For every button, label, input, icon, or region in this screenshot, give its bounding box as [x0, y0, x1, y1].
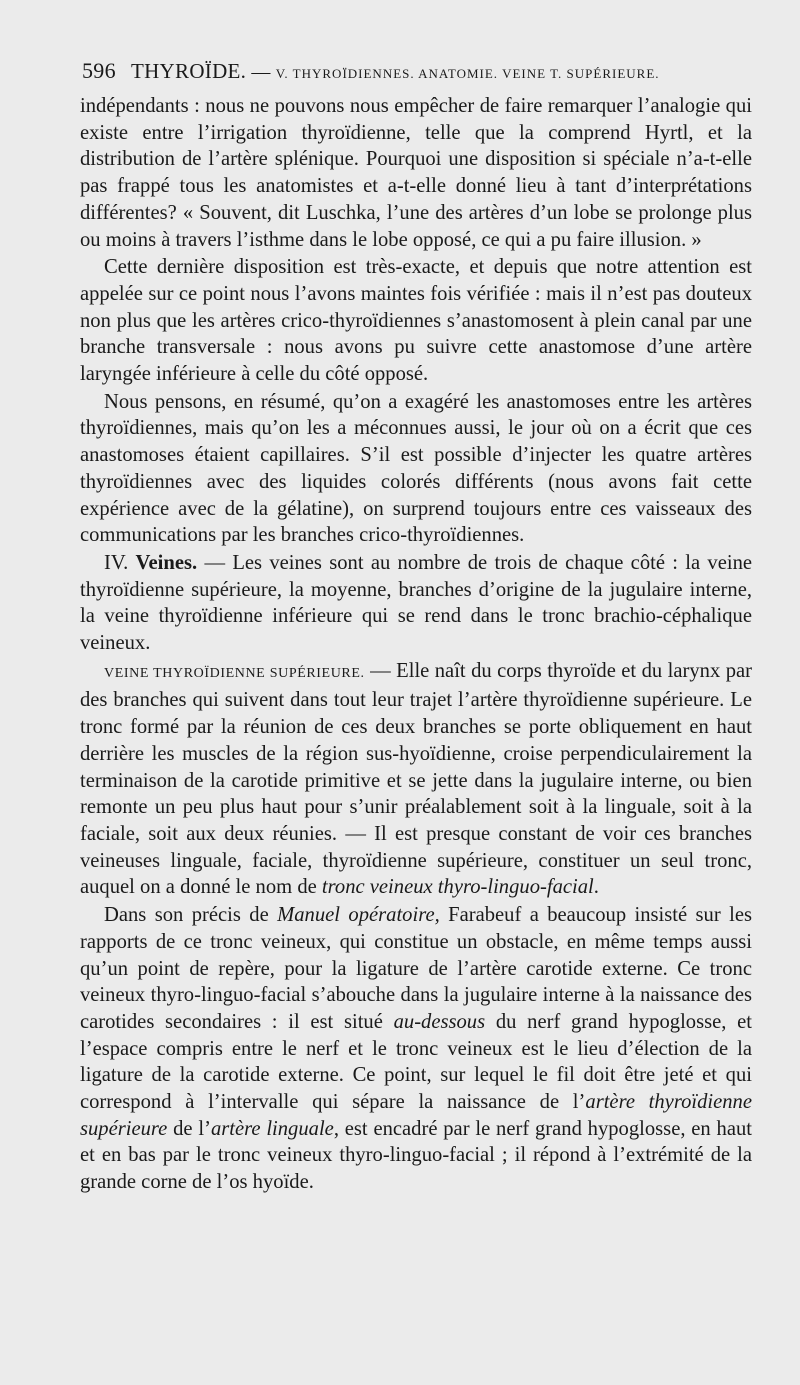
- farabeuf-text-a: Dans son précis de: [104, 904, 269, 927]
- section-heading-veines: Veines.: [135, 551, 198, 574]
- paragraph-farabeuf: [80, 902, 752, 1196]
- running-header: [82, 58, 762, 84]
- section-number: IV.: [104, 551, 129, 574]
- paragraph-2: Cette dernière disposition est très-exacte, et depuis que notre attention est appelée sur ce point nous l’avons maintes fois vérifiée : mais il n’est pas douteux non plus que les artères crico-thyroïdiennes s’anastomosent à plein canal par une branche transversale : nous avons pu suivre cette anastomose d’une artère laryngée inférieure à celle du côté opposé.: [80, 256, 752, 386]
- paragraph-veines: [80, 550, 752, 657]
- paragraph-3: Nous pensons, en résumé, qu’on a exagéré les anastomoses entre les artères thyroïdiennes, mais qu’on les a méconnues aussi, le jour où on a écrit que ces anastomoses étaient capillaires. S’il est possible d’injecter les quatre artères thyroïdiennes avec des liquides colorés différents (nous avons fait cette expérience avec de la gélatine), on surprend toujours entre ces vaisseaux des communications par les branches crico-thyroïdiennes.: [80, 390, 752, 547]
- subheading-veine-superieure: VEINE THYROÏDIENNE SUPÉRIEURE.: [104, 665, 365, 681]
- term-tronc-veineux: tronc veineux thyro-linguo-facial: [321, 876, 594, 899]
- header-section: V. THYROÏDIENNES. ANATOMIE. VEINE T. SUPÉRIEURE.: [275, 66, 660, 81]
- page-number: 596: [82, 58, 116, 83]
- header-title: THYROÏDE.: [130, 59, 247, 83]
- header-dash: —: [251, 62, 271, 83]
- farabeuf-text-b: Farabeuf a beaucoup insisté sur les rapports de ce tronc veineux, qui constitue un obstacle, en même temps aussi qu’un point de repère, pour la ligature de l’artère carotide externe. Ce tronc veineux thyro-linguo-facial s’abouche dans la jugulaire interne à la naissance des carotides secondaires : il est situé: [80, 904, 752, 1033]
- paragraph-1: indépendants : nous ne pouvons nous empêcher de faire remarquer l’analogie qui existe entre l’irrigation thyroïdienne, telle que la comprend Hyrtl, et la distribution de l’artère splénique. Pourquoi une disposition si spéciale n’a-t-elle pas frappé tous les anatomistes et a-t-elle donné lieu à tant d’interprétations différentes? « Souvent, dit Luschka, l’une des artères d’un lobe se prolonge plus ou moins à travers l’isthme dans le lobe opposé, ce qui a pu faire illusion. »: [80, 95, 752, 251]
- paragraph-veine-superieure: [80, 658, 752, 901]
- farabeuf-text-d: de l’: [173, 1117, 211, 1140]
- farabeuf-text-e: , est encadré par le nerf grand hypoglosse, en haut et en bas par le tronc veineux thyro-linguo-facial ; il répond à l’extrémité de la grande corne de l’os hyoïde.: [80, 1117, 752, 1194]
- term-artere-linguale: artère linguale: [210, 1117, 334, 1140]
- period: .: [593, 876, 599, 899]
- term-manuel-operatoire: Manuel opératoire,: [277, 904, 440, 927]
- veine-superieure-text: — Elle naît du corps thyroïde et du larynx par des branches qui suivent dans tout leur trajet l’artère thyroïdienne supérieure. Le tronc formé par la réunion de ces deux branches se porte obliquement en haut derrière les muscles de la région sus-hyoïdienne, croise perpendiculairement la terminaison de la carotide primitive et se jette dans la jugulaire interne, ou bien remonte un peu plus haut pour s’unir préalablement soit à la linguale, soit à la faciale, soit aux deux réunies. — Il est presque constant de voir ces branches veineuses linguale, faciale, thyroïdienne supérieure, constituer un seul tronc, auquel on a donné le nom de: [80, 659, 753, 899]
- farabeuf-text-c: du nerf grand hypoglosse, et l’espace compris entre le nerf et le tronc veineux est le lieu d’élection de la ligature de la carotide externe. Ce point, sur lequel le fil doit être jeté et qui correspond à l’intervalle qui sépare la naissance de l’: [80, 1010, 752, 1114]
- page-body: [80, 93, 752, 1196]
- term-au-dessous: au-dessous: [393, 1010, 486, 1033]
- term-artere-thyroidienne: artère thyroïdienne supérieure: [80, 1091, 752, 1140]
- veines-text: — Les veines sont au nombre de trois de chaque côté : la veine thyroïdienne supérieure, la moyenne, branches d’origine de la jugulaire interne, la veine thyroïdienne inférieure qui se rend dans le tronc brachio-céphalique veineux.: [80, 551, 753, 655]
